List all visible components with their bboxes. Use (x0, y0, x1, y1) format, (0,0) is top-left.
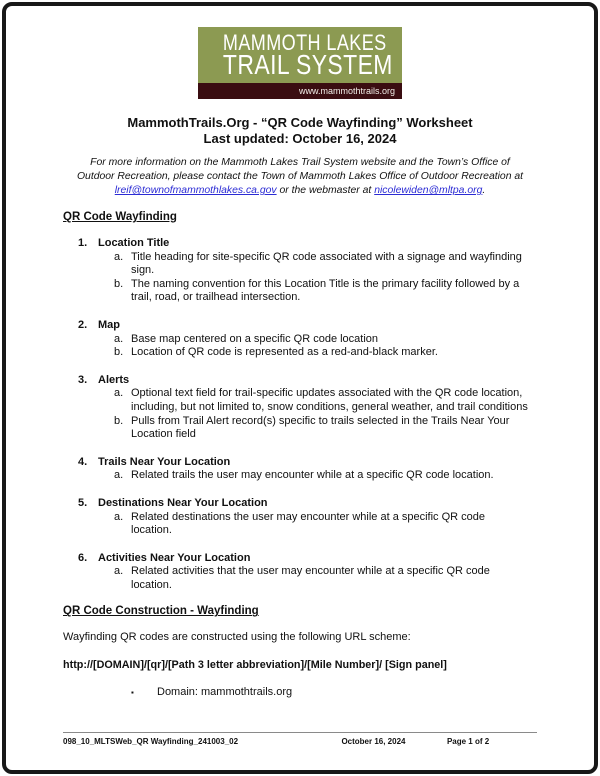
intro-text-middle: or the webmaster at (276, 185, 375, 196)
page-footer (63, 732, 537, 746)
item-map (63, 319, 537, 360)
logo-title-line2: TRAIL SYSTEM (222, 49, 393, 80)
intro-paragraph (74, 156, 526, 198)
subitem-text: Optional text field for trail-specific updates associated with the QR code location, including, but not limited to, snow conditions, general weather, and trail conditions (131, 387, 528, 413)
item-title: Trails Near Your Location (98, 455, 231, 468)
construction-intro: Wayfinding QR codes are constructed using the following URL scheme: (63, 631, 411, 644)
subitem-text: Related activities that the user may encounter while at a specific QR code location. (131, 565, 490, 591)
domain-bullet-text: Domain: mammothtrails.org (157, 686, 293, 699)
logo-title-line1: MAMMOTH LAKES (222, 30, 387, 55)
subitem-letter: b. (114, 346, 124, 359)
subitem-letter: a. (114, 565, 124, 578)
square-bullet-icon: ▪ (131, 688, 134, 698)
document-page (2, 2, 598, 774)
item-number: 2. (78, 318, 88, 331)
item-destinations-near-your-location (63, 497, 537, 538)
footer-page-number: Page 1 of 2 (446, 737, 490, 746)
item-location-title (63, 237, 537, 305)
subitem-text: Related trails the user may encounter while at a specific QR code location. (131, 469, 494, 482)
document-title: MammothTrails.Org - “QR Code Wayfinding” Worksheet (127, 115, 473, 130)
item-number: 5. (78, 496, 88, 509)
subitem-letter: b. (114, 277, 124, 290)
item-trails-near-your-location (63, 456, 537, 483)
intro-text-after: . (482, 185, 486, 196)
subitem-letter: a. (114, 510, 124, 523)
subitem-text: Pulls from Trail Alert record(s) specific to trails selected in the Trails Near Your Location field (131, 414, 510, 441)
subitem-text: The naming convention for this Location Title is the primary facility followed by a trail, road, or trailhead intersection. (131, 277, 520, 304)
item-number: 4. (78, 455, 88, 468)
item-title: Alerts (98, 373, 130, 386)
subitem-text: Location of QR code is represented as a red-and-black marker. (131, 346, 438, 359)
item-number: 6. (78, 551, 88, 564)
contact-email-link[interactable]: lreif@townofmammothlakes.ca.gov (114, 185, 277, 196)
item-number: 3. (78, 373, 88, 386)
subitem-letter: b. (114, 414, 124, 427)
item-title: Activities Near Your Location (98, 551, 251, 564)
item-activities-near-your-location (63, 552, 537, 593)
item-number: 1. (78, 237, 88, 249)
footer-filename: 098_10_MLTSWeb_QR Wayfinding_241003_02 (63, 737, 239, 746)
document-title-block (63, 115, 537, 147)
section-heading-qr-code-wayfinding: QR Code Wayfinding (63, 211, 177, 223)
subitem-text: Title heading for site-specific QR code associated with a signage and wayfinding sign. (131, 250, 522, 277)
subitem-letter: a. (114, 469, 124, 482)
section-heading-qr-code-construction: QR Code Construction - Wayfinding (63, 605, 259, 618)
item-title: Map (98, 318, 120, 331)
domain-bullet-item (63, 686, 537, 699)
item-alerts (63, 374, 537, 442)
logo-green-panel (198, 27, 402, 83)
subitem-letter: a. (114, 250, 124, 263)
item-title: Destinations Near Your Location (98, 496, 268, 509)
logo-url-bar (198, 83, 402, 99)
subitem-letter: a. (114, 387, 124, 400)
webmaster-email-link[interactable]: nicolewiden@mltpa.org (374, 185, 483, 196)
subitem-text: Related destinations the user may encounter while at a specific QR code location. (131, 510, 486, 537)
mammoth-lakes-trail-system-logo (198, 27, 402, 99)
intro-text-before: For more information on the Mammoth Lakes Trail System website and the Town’s Office of Outdoor Recreation, please contact the Town of Mammoth Lakes Office of Outdoor Recreation at (76, 157, 524, 182)
subitem-letter: a. (114, 332, 124, 345)
url-scheme: http://[DOMAIN]/[qr]/[Path 3 letter abbreviation]/[Mile Number]/ [Sign panel] (63, 659, 447, 672)
item-title: Location Title (98, 237, 170, 249)
subitem-text: Base map centered on a specific QR code location (131, 332, 379, 345)
logo-url-text: www.mammothtrails.org (298, 86, 395, 96)
last-updated: Last updated: October 16, 2024 (203, 131, 397, 146)
footer-date: October 16, 2024 (341, 737, 406, 746)
